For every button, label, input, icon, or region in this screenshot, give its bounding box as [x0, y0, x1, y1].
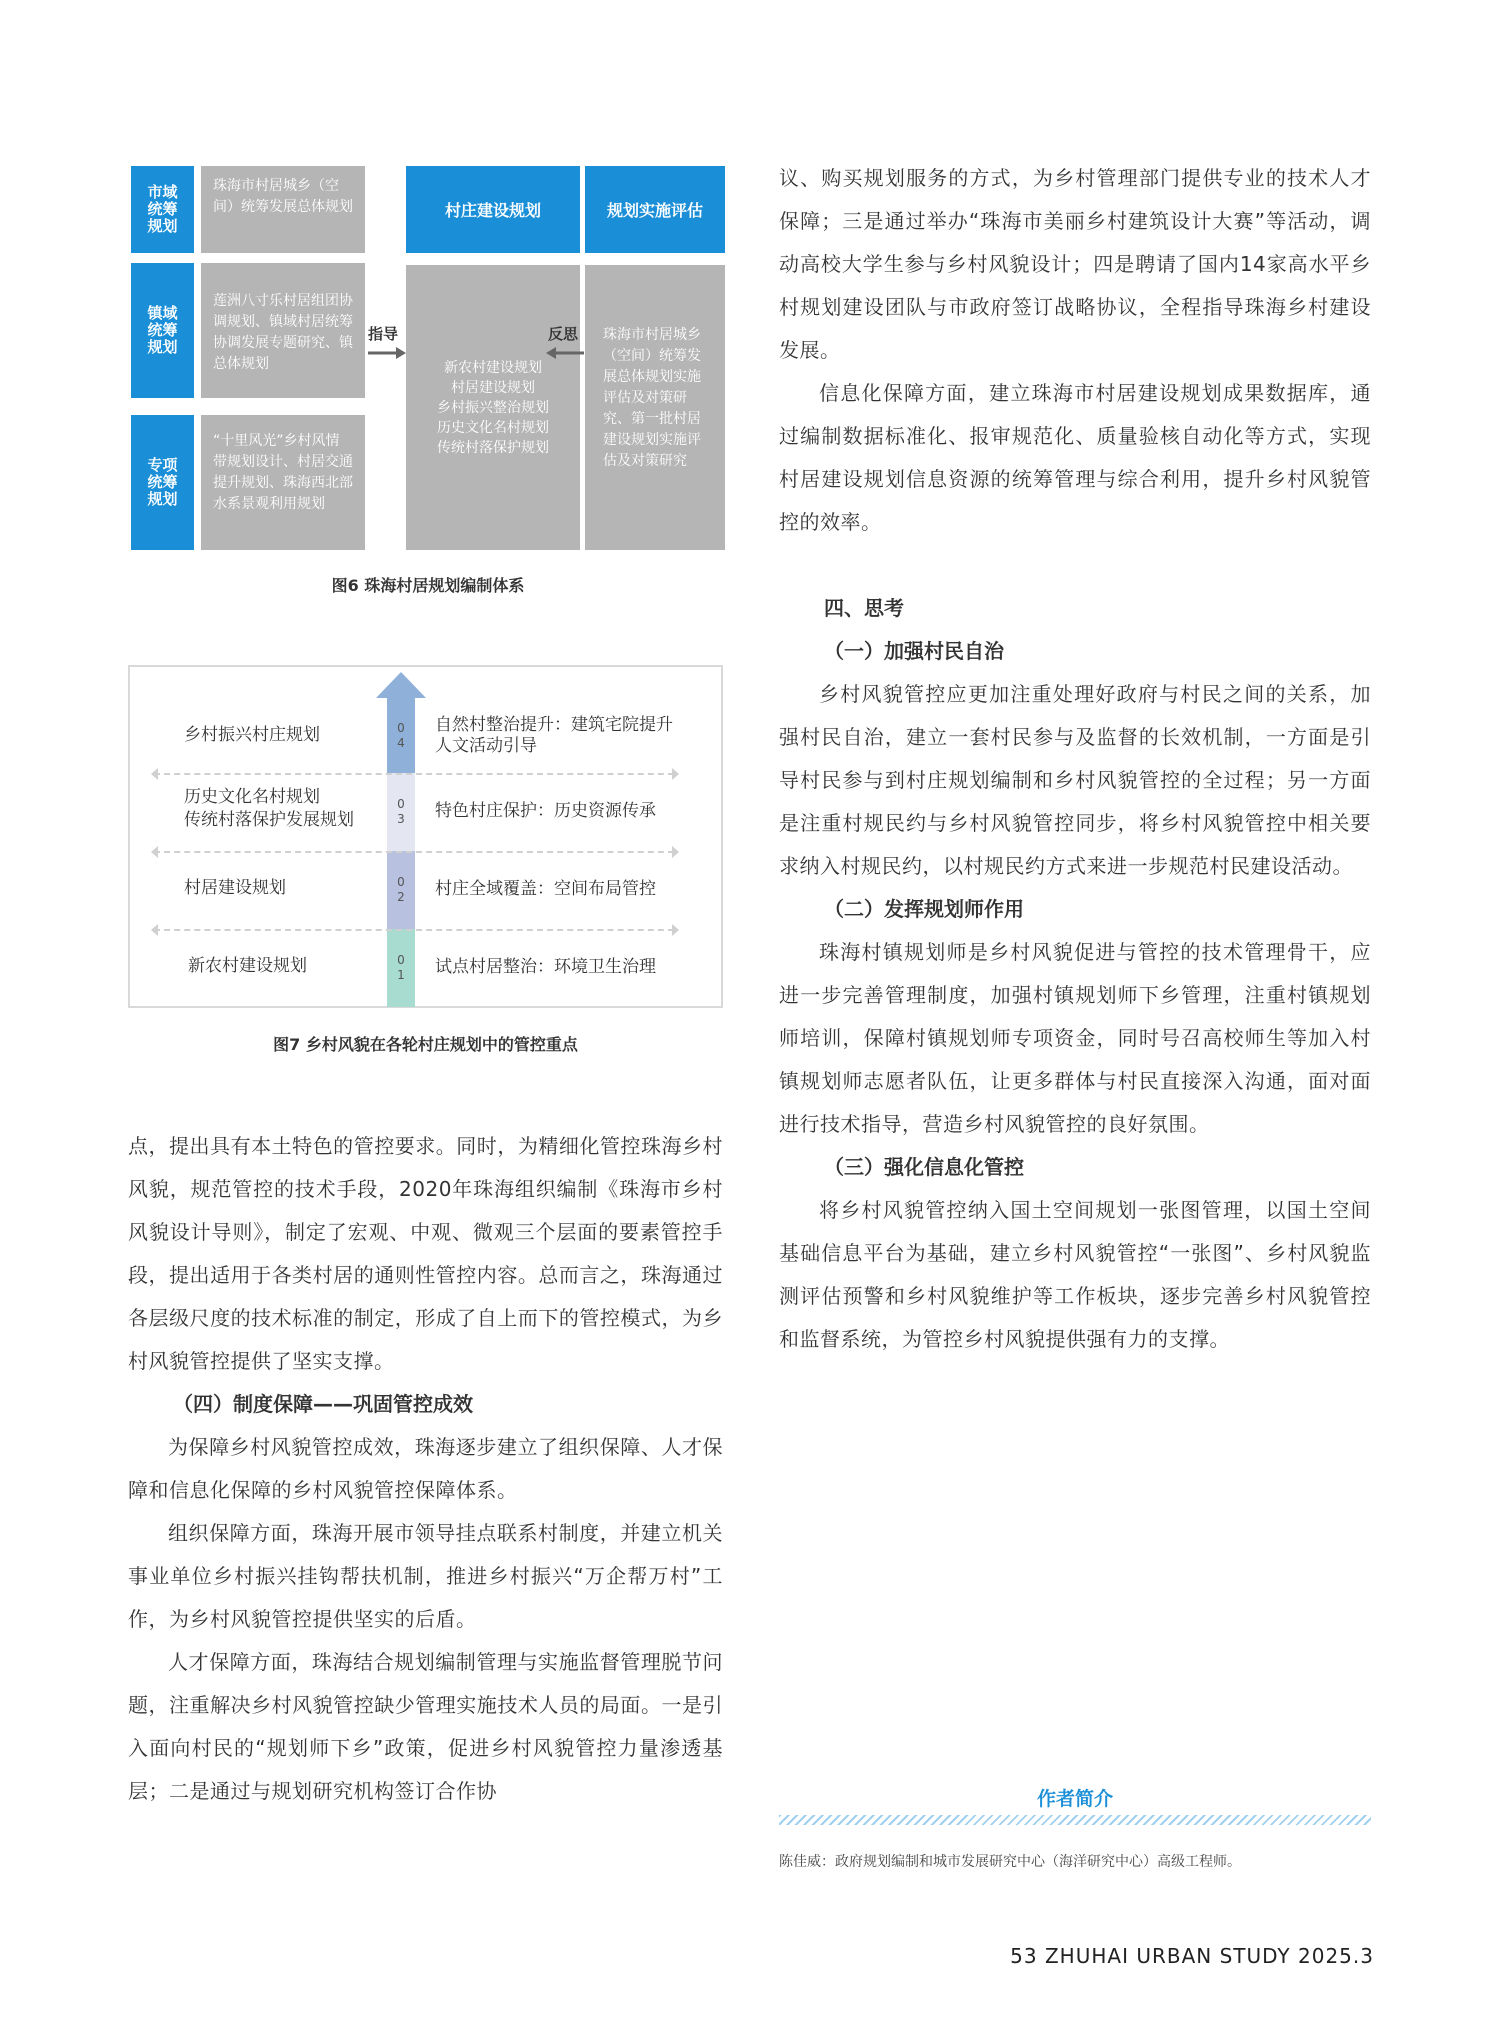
paragraph: 为保障乡村风貌管控成效，珠海逐步建立了组织保障、人才保障和信息化保障的乡村风貌管控保障体系。	[128, 1435, 723, 1502]
separator-arrow-icon	[150, 923, 160, 937]
paragraph: 点，提出具有本土特色的管控要求。同时，为精细化管控珠海乡村风貌，规范管控的技术手段，2020年珠海组织编制《珠海市乡村风貌设计导则》，制定了宏观、中观、微观三个层面的要素管控手段，提出适用于各类村居的通则性管控内容。总而言之，珠海通过各层级尺度的技术标准的制定，形成了自上而下的管控模式，为乡村风貌管控提供了坚实支撑。	[128, 1134, 723, 1373]
figure-6-caption: 图6 珠海村居规划编制体系	[331, 576, 525, 595]
mid-body: 新农村建设规划 村居建设规划 乡村振兴整治规划 历史文化名村规划 传统村落保护规划	[406, 265, 580, 550]
subsection-heading: （四）制度保障——巩固管控成效	[173, 1392, 473, 1416]
paragraph: 将乡村风貌管控纳入国土空间规划一张图管理，以国土空间基础信息平台为基础，建立乡村风貌管控“一张图”、乡村风貌监测评估预警和乡村风貌维护等工作板块，逐步完善乡村风貌管控和监督系统，为管控乡村风貌提供强有力的支撑。	[779, 1198, 1371, 1351]
separator-arrow-icon	[150, 845, 160, 859]
subsection-heading: （三）强化信息化管控	[824, 1155, 1024, 1179]
segment-04: 0 4	[387, 698, 415, 773]
separator-arrow-icon	[150, 767, 160, 781]
separator-line	[154, 773, 674, 775]
paragraph: 信息化保障方面，建立珠海市村居建设规划成果数据库，通过编制数据标准化、报审规范化、质量验核自动化等方式，实现村居建设规划信息资源的统筹管理与综合利用，提升乡村风貌管控的效率。	[779, 381, 1371, 534]
row-left-label: 新农村建设规划	[188, 956, 307, 976]
tier-text-city: 珠海市村居城乡（空间）统筹发展总体规划	[201, 166, 365, 253]
left-column	[128, 1125, 723, 1813]
tier-label-town: 镇域 统筹 规划	[131, 263, 194, 398]
row-right-label: 村庄全域覆盖：空间布局管控	[435, 879, 656, 899]
figure-7-caption: 图7 乡村风貌在各轮村庄规划中的管控重点	[273, 1035, 578, 1054]
author-title: 作者简介	[1036, 1788, 1113, 1810]
subsection-heading: （一）加强村民自治	[824, 639, 1004, 663]
right-column	[779, 157, 1371, 1361]
separator-arrow-icon	[670, 845, 680, 859]
tier-text-town: 莲洲八寸乐村居组团协调规划、镇域村居统筹协调发展专题研究、镇总体规划	[201, 263, 365, 398]
tier-label-city: 市域 统筹 规划	[131, 166, 194, 253]
row-left-label: 乡村振兴村庄规划	[184, 725, 320, 745]
segment-03: 0 3	[387, 773, 415, 851]
arrow-label-guide: 指导	[368, 325, 399, 343]
right-arrow-icon	[366, 345, 408, 361]
section-heading: 四、思考	[824, 596, 904, 620]
segment-02: 0 2	[387, 851, 415, 929]
separator-arrow-icon	[670, 767, 680, 781]
separator-line	[154, 851, 674, 853]
right-body: 珠海市村居城乡（空间）统筹发展总体规划实施评估及对策研究、第一批村居建设规划实施评估及对策研究	[585, 265, 725, 550]
subsection-heading: （二）发挥规划师作用	[824, 897, 1024, 921]
paragraph: 议、购买规划服务的方式，为乡村管理部门提供专业的技术人才保障；三是通过举办“珠海市美丽乡村建筑设计大赛”等活动，调动高校大学生参与乡村风貌设计；四是聘请了国内14家高水平乡村规划建设团队与市政府签订战略协议，全程指导珠海乡村建设发展。	[779, 166, 1371, 362]
author-divider	[779, 1815, 1371, 1825]
row-right-label: 试点村居整治：环境卫生治理	[435, 957, 656, 977]
tier-text-special: “十里风光”乡村风情带规划设计、村居交通提升规划、珠海西北部水系景观利用规划	[201, 415, 365, 550]
row-right-label: 特色村庄保护：历史资源传承	[435, 801, 656, 821]
separator-arrow-icon	[670, 923, 680, 937]
separator-line	[154, 929, 674, 931]
mid-header: 村庄建设规划	[406, 166, 580, 253]
row-left-label: 村居建设规划	[184, 878, 286, 898]
page-footer: 53 ZHUHAI URBAN STUDY 2025.3	[1010, 1944, 1374, 1968]
tier-label-special: 专项 统筹 规划	[131, 415, 194, 550]
author-note: 陈佳威：政府规划编制和城市发展研究中心（海洋研究中心）高级工程师。	[779, 1854, 1241, 1870]
row-right-label: 自然村整治提升：建筑宅院提升 人文活动引导	[435, 715, 673, 756]
paragraph: 组织保障方面，珠海开展市领导挂点联系村制度，并建立机关事业单位乡村振兴挂钩帮扶机制，推进乡村振兴“万企帮万村”工作，为乡村风貌管控提供坚实的后盾。	[128, 1521, 723, 1631]
segment-01: 0 1	[387, 929, 415, 1007]
right-header: 规划实施评估	[585, 166, 725, 253]
up-arrow-icon	[374, 670, 428, 700]
arrow-label-reflect: 反思	[548, 325, 579, 343]
paragraph: 乡村风貌管控应更加注重处理好政府与村民之间的关系，加强村民自治，建立一套村民参与及监督的长效机制，一方面是引导村民参与到村庄规划编制和乡村风貌管控的全过程；另一方面是注重村规民约与乡村风貌管控同步，将乡村风貌管控中相关要求纳入村规民约，以村规民约方式来进一步规范村民建设活动。	[779, 682, 1371, 878]
figure-7	[128, 665, 723, 1008]
row-left-label: 历史文化名村规划 传统村落保护发展规划	[184, 787, 354, 830]
paragraph: 人才保障方面，珠海结合规划编制管理与实施监督管理脱节问题，注重解决乡村风貌管控缺少管理实施技术人员的局面。一是引入面向村民的“规划师下乡”政策，促进乡村风貌管控力量渗透基层；二是通过与规划研究机构签订合作协	[128, 1650, 723, 1803]
paragraph: 珠海村镇规划师是乡村风貌促进与管控的技术管理骨干，应进一步完善管理制度，加强村镇规划师下乡管理，注重村镇规划师培训，保障村镇规划师专项资金，同时号召高校师生等加入村镇规划师志愿者队伍，让更多群体与村民直接深入沟通，面对面进行技术指导，营造乡村风貌管控的良好氛围。	[779, 940, 1371, 1136]
left-arrow-icon	[544, 345, 586, 361]
